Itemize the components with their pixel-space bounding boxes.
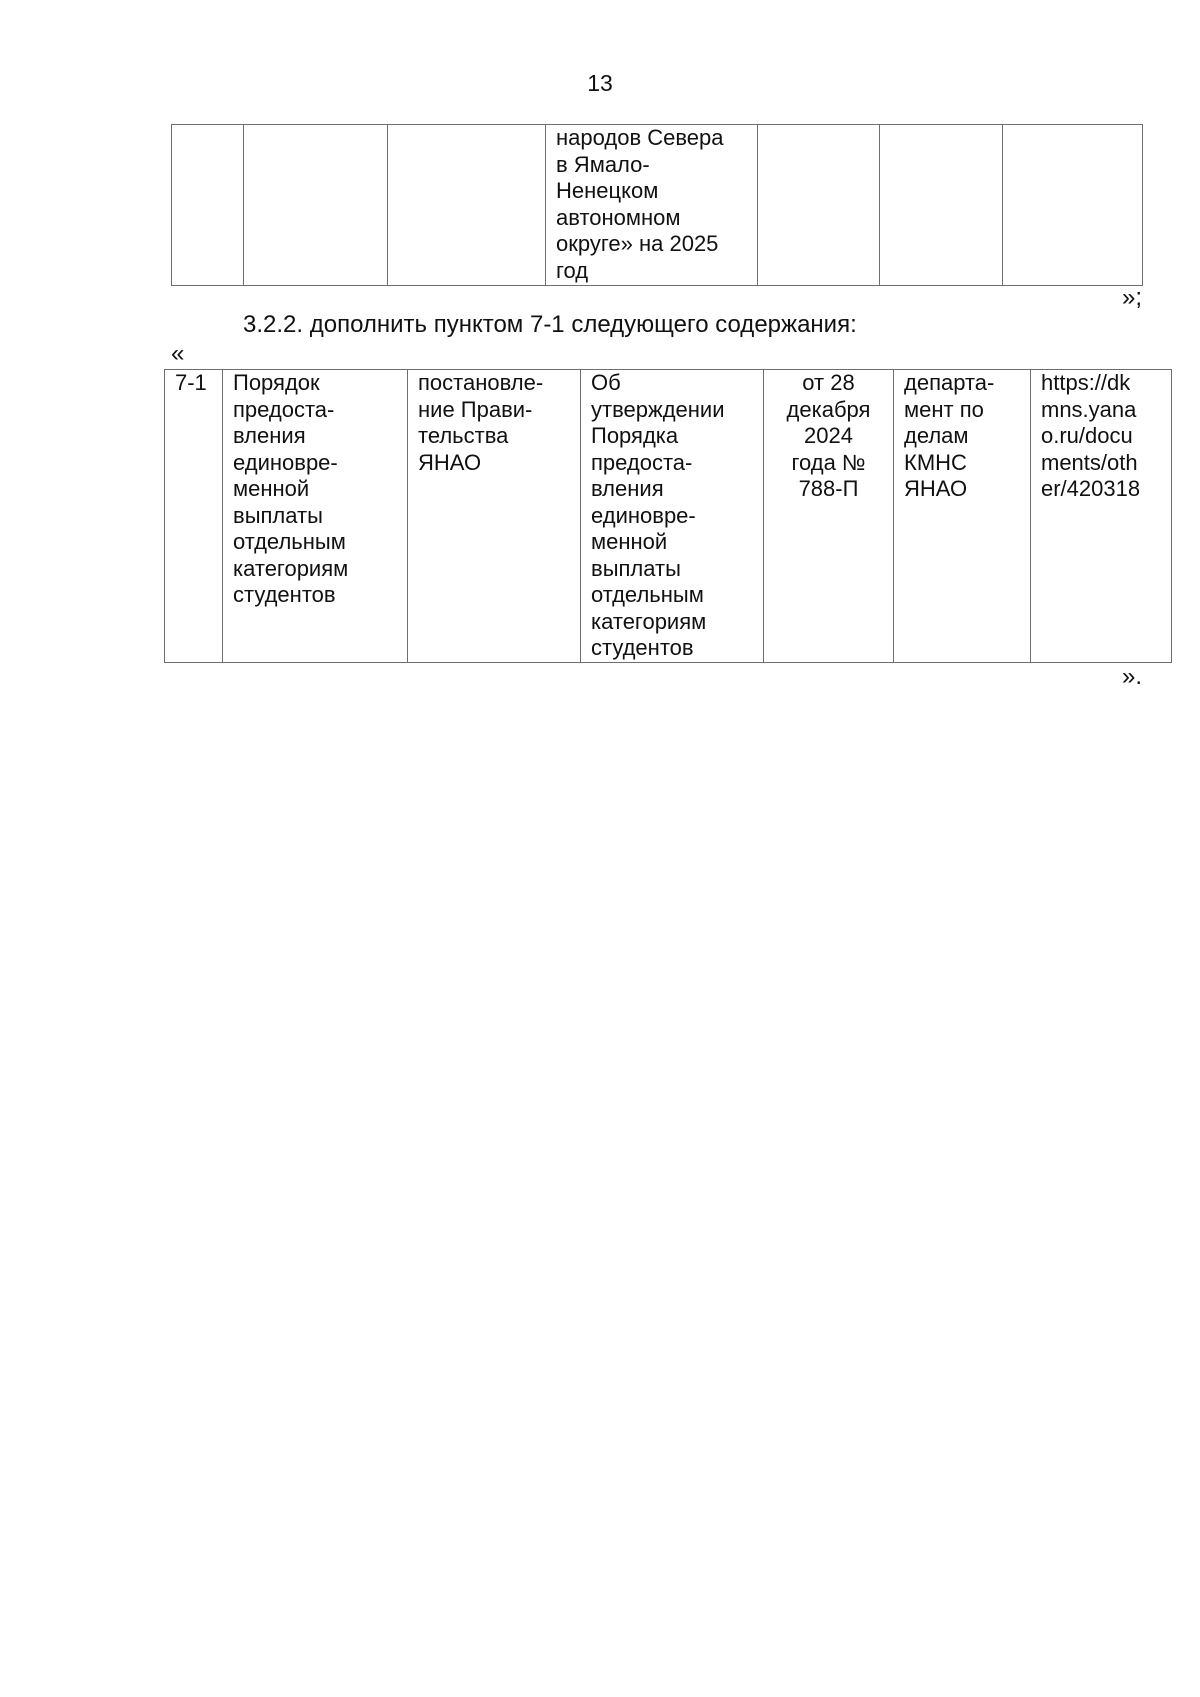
cell-line: предоста- <box>591 449 693 475</box>
cell-line: от 28 <box>802 370 855 395</box>
cell-line: o.ru/docu <box>1041 423 1133 448</box>
cell-line: mns.yana <box>1041 396 1137 422</box>
cell-line: единовре- <box>233 449 338 475</box>
item-number-cell <box>165 370 223 663</box>
cell-line: постановле- <box>418 370 544 395</box>
cell-line: студентов <box>233 582 336 607</box>
cell-line: отдельным <box>233 529 346 554</box>
cell-line: округе» на 2025 <box>556 231 719 256</box>
cell-line: выплаты <box>591 555 681 581</box>
cell-line: делам <box>904 423 969 448</box>
cell-line: 2024 <box>804 423 853 448</box>
page-number: 13 <box>587 70 613 96</box>
cell-line: отдельным <box>591 582 704 607</box>
document-link-cell <box>1031 370 1172 663</box>
cell-line: категориям <box>591 608 707 634</box>
closing-quote: »; <box>1122 284 1143 311</box>
cell-line: Порядка <box>591 423 679 448</box>
cell-line: департа- <box>904 370 995 395</box>
cell-line: менной <box>233 476 310 501</box>
document-type-cell <box>408 370 581 663</box>
cell-line: тельства <box>418 423 509 448</box>
table-cell <box>1003 125 1143 286</box>
table-cell <box>388 125 546 286</box>
table-row <box>165 370 1172 663</box>
cell-line: ние Прави- <box>418 396 533 422</box>
cell-line: ments/oth <box>1041 449 1138 475</box>
table-cell <box>880 125 1003 286</box>
closing-quote: ». <box>1122 663 1143 690</box>
cell-line: народов Севера <box>556 125 724 150</box>
cell-line: 788-П <box>798 476 859 501</box>
cell-line: выплаты <box>233 502 323 528</box>
cell-line: автономном <box>556 204 681 230</box>
cell-line: 7-1 <box>175 370 207 395</box>
responsible-body-cell <box>894 370 1031 663</box>
cell-line: менной <box>591 529 668 554</box>
cell-line: предоста- <box>233 396 335 422</box>
document-date-cell <box>764 370 894 663</box>
cell-line: https://dk <box>1041 370 1131 395</box>
cell-line: вления <box>233 423 306 448</box>
cell-line: утверждении <box>591 396 725 422</box>
document-title-cell <box>581 370 764 663</box>
table-cell <box>244 125 388 286</box>
cell-line: мент по <box>904 396 984 422</box>
cell-line: категориям <box>233 555 349 581</box>
table-row <box>172 125 1143 286</box>
inserted-item-table <box>164 369 1172 663</box>
cell-line: Ненецком <box>556 178 659 203</box>
opening-quote: « <box>171 340 185 367</box>
cell-line: ЯНАО <box>904 476 968 501</box>
amendment-paragraph: 3.2.2. дополнить пунктом 7-1 следующего содержания: <box>243 311 857 338</box>
cell-line: декабря <box>786 396 871 422</box>
table-cell <box>758 125 880 286</box>
cell-line: ЯНАО <box>418 449 482 475</box>
cell-line: в Ямало- <box>556 151 650 177</box>
table-cell <box>172 125 244 286</box>
table-cell <box>546 125 758 286</box>
cell-line: студентов <box>591 635 694 660</box>
cell-line: Порядок <box>233 370 320 395</box>
cell-line: год <box>556 257 589 283</box>
item-name-cell <box>223 370 408 663</box>
cell-line: Об <box>591 370 621 395</box>
cell-line: единовре- <box>591 502 696 528</box>
cell-line: года № <box>791 449 866 475</box>
cell-line: КМНС <box>904 449 967 475</box>
cell-line: er/420318 <box>1041 476 1141 501</box>
continued-table <box>171 124 1143 286</box>
cell-line: вления <box>591 476 664 501</box>
